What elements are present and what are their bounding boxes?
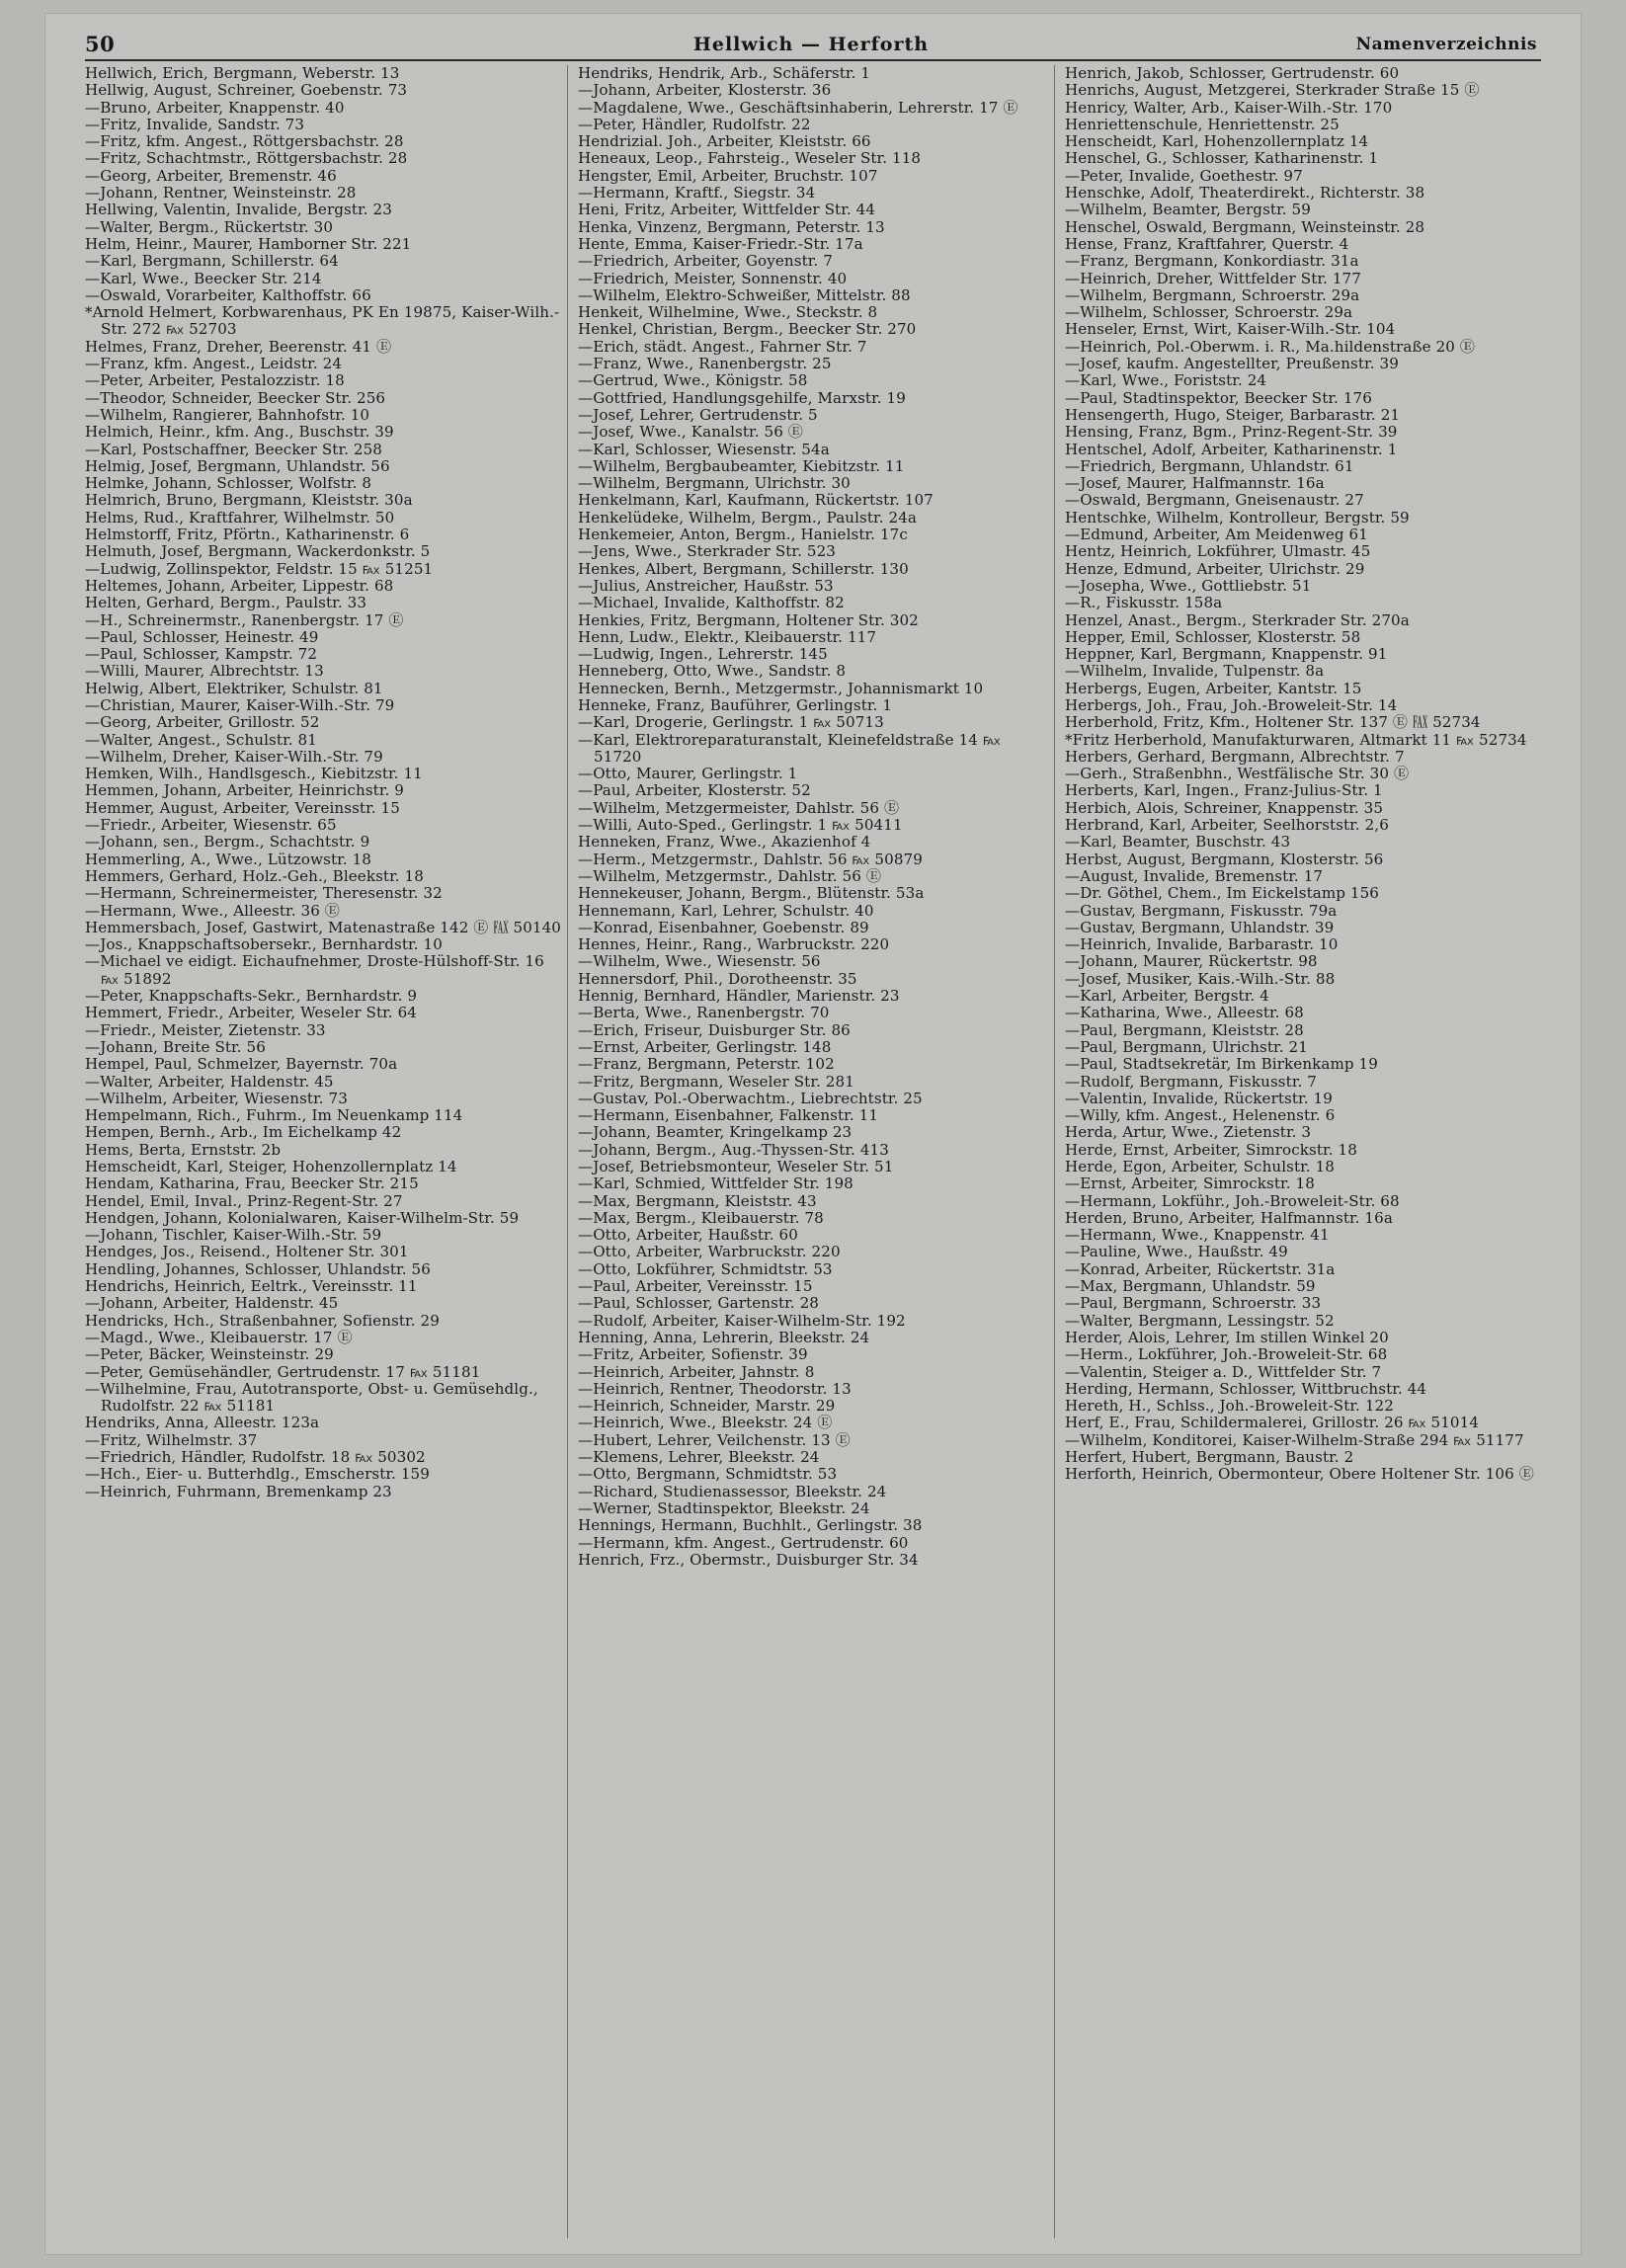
directory-entry: —Josef, Wwe., Kanalstr. 56 Ⓔ bbox=[578, 423, 803, 442]
directory-entry: Hemscheidt, Karl, Steiger, Hohenzollernplatz 14 bbox=[85, 1158, 457, 1175]
directory-entry: —Hermann, Eisenbahner, Falkenstr. 11 bbox=[578, 1106, 879, 1125]
directory-entry: —Heinrich, Dreher, Wittfelder Str. 177 bbox=[1065, 269, 1361, 287]
directory-entry: —Oswald, Vorarbeiter, Kalthoffstr. 66 bbox=[85, 285, 371, 304]
directory-entry: —Paul, Bergmann, Kleiststr. 28 bbox=[1065, 1020, 1304, 1039]
directory-entry: —Edmund, Arbeiter, Am Meidenweg 61 bbox=[1065, 526, 1368, 544]
directory-entry: —Hermann, kfm. Angest., Gertrudenstr. 60 bbox=[578, 1533, 909, 1552]
directory-entry: —Katharina, Wwe., Alleestr. 68 bbox=[1065, 1004, 1304, 1022]
directory-entry: —Heinrich, Fuhrmann, Bremenkamp 23 bbox=[85, 1482, 392, 1500]
directory-entry: —Ernst, Arbeiter, Gerlingstr. 148 bbox=[578, 1037, 832, 1056]
directory-entry: —Fritz, Arbeiter, Sofienstr. 39 bbox=[578, 1345, 808, 1364]
directory-entry: —Fritz, Wilhelmstr. 37 bbox=[85, 1430, 258, 1449]
directory-entry: Heltemes, Johann, Arbeiter, Lippestr. 68 bbox=[85, 576, 394, 595]
column-3 bbox=[1054, 65, 1541, 2238]
directory-entry: —Willi, Maurer, Albrechtstr. 13 bbox=[85, 662, 324, 681]
directory-entry: Hendgen, Johann, Kolonialwaren, Kaiser-Wilhelm-Str. 59 bbox=[85, 1208, 520, 1227]
directory-entry: *Arnold Helmert, Korbwarenhaus, PK En 19875, Kaiser-Wilh.-Str. 272 ℻ 52703 bbox=[85, 303, 560, 339]
directory-entry: Henn, Ludw., Elektr., Kleibauerstr. 117 bbox=[578, 627, 877, 646]
directory-entry: —Friedr., Arbeiter, Wiesenstr. 65 bbox=[85, 816, 337, 835]
column-2 bbox=[567, 65, 1054, 2238]
directory-entry: —Johann, Arbeiter, Haldenstr. 45 bbox=[85, 1294, 339, 1313]
directory-entry: —Fritz, kfm. Angest., Röttgersbachstr. 28 bbox=[85, 132, 404, 151]
directory-entry: —Karl, Elektroreparaturanstalt, Kleinefeldstraße 14 ℻ 51720 bbox=[578, 730, 1006, 766]
directory-entry: —Karl, Arbeiter, Bergstr. 4 bbox=[1065, 987, 1269, 1006]
directory-entry: Hendrichs, Heinrich, Eeltrk., Vereinsstr. 11 bbox=[85, 1277, 418, 1296]
directory-entry: Hepper, Emil, Schlosser, Klosterstr. 58 bbox=[1065, 627, 1361, 646]
directory-entry: Hense, Franz, Kraftfahrer, Querstr. 4 bbox=[1065, 234, 1349, 253]
directory-entry: Herbergs, Eugen, Arbeiter, Kantstr. 15 bbox=[1065, 679, 1362, 697]
directory-entry: —Franz, Wwe., Ranenbergstr. 25 bbox=[578, 355, 832, 373]
directory-entry: —Otto, Bergmann, Schmidtstr. 53 bbox=[578, 1465, 838, 1484]
directory-entry: —Friedrich, Meister, Sonnenstr. 40 bbox=[578, 269, 848, 287]
directory-entry: —Otto, Arbeiter, Warbruckstr. 220 bbox=[578, 1243, 841, 1261]
directory-entry: —Fritz, Invalide, Sandstr. 73 bbox=[85, 115, 305, 133]
directory-entry: —Ludwig, Zollinspektor, Feldstr. 15 ℻ 51251 bbox=[85, 559, 434, 578]
directory-entry: Henkies, Fritz, Bergmann, Holtener Str. 302 bbox=[578, 610, 919, 629]
directory-entry: —Paul, Bergmann, Schroerstr. 33 bbox=[1065, 1294, 1322, 1313]
directory-entry: Henze, Edmund, Arbeiter, Ulrichstr. 29 bbox=[1065, 559, 1365, 578]
directory-entry: Hellwich, Erich, Bergmann, Weberstr. 13 bbox=[85, 64, 400, 82]
directory-entry: Helm, Heinr., Maurer, Hamborner Str. 221 bbox=[85, 234, 412, 253]
directory-entry: —Hermann, Wwe., Alleestr. 36 Ⓔ bbox=[85, 901, 340, 920]
directory-entry: —Willy, kfm. Angest., Helenenstr. 6 bbox=[1065, 1106, 1336, 1125]
directory-entry: —Wilhelm, Konditorei, Kaiser-Wilhelm-Straße 294 ℻ 51177 bbox=[1065, 1430, 1524, 1449]
directory-entry: Helmich, Heinr., kfm. Ang., Buschstr. 39 bbox=[85, 423, 394, 442]
directory-entry: —Gustav, Bergmann, Uhlandstr. 39 bbox=[1065, 918, 1335, 936]
directory-entry: —Otto, Arbeiter, Haußstr. 60 bbox=[578, 1226, 798, 1245]
directory-entry: Hengster, Emil, Arbeiter, Bruchstr. 107 bbox=[578, 166, 878, 185]
directory-entry: —Wilhelm, Beamter, Bergstr. 59 bbox=[1065, 201, 1311, 219]
directory-entry: Helmuth, Josef, Bergmann, Wackerdonkstr. 5 bbox=[85, 542, 431, 561]
directory-entry: —Wilhelm, Bergmann, Schroerstr. 29a bbox=[1065, 285, 1360, 304]
directory-entry: —Oswald, Bergmann, Gneisenaustr. 27 bbox=[1065, 491, 1364, 510]
directory-entry: Hennecken, Bernh., Metzgermstr., Johannismarkt 10 bbox=[578, 679, 984, 697]
directory-entry: —Peter, Händler, Rudolfstr. 22 bbox=[578, 115, 811, 133]
directory-entry: —Karl, Wwe., Beecker Str. 214 bbox=[85, 269, 322, 287]
directory-entry: —Fritz, Schachtmstr., Röttgersbachstr. 28 bbox=[85, 149, 408, 168]
directory-entry: Hennekeuser, Johann, Bergm., Blütenstr. 53a bbox=[578, 884, 925, 903]
directory-entry: Hennings, Hermann, Buchhlt., Gerlingstr. 38 bbox=[578, 1516, 923, 1535]
directory-entry: —Johann, Beamter, Kringelkamp 23 bbox=[578, 1123, 853, 1142]
directory-entry: Hems, Berta, Ernststr. 2b bbox=[85, 1140, 282, 1159]
directory-entry: Henschel, Oswald, Bergmann, Weinsteinstr. 28 bbox=[1065, 217, 1425, 236]
directory-entry: Helmke, Johann, Schlosser, Wolfstr. 8 bbox=[85, 474, 372, 493]
directory-entry: —H., Schreinermstr., Ranenbergstr. 17 Ⓔ bbox=[85, 610, 404, 629]
directory-entry: Hendriks, Anna, Alleestr. 123a bbox=[85, 1414, 320, 1432]
directory-entry: Hendam, Katharina, Frau, Beecker Str. 215 bbox=[85, 1174, 419, 1193]
directory-entry: —Johann, Arbeiter, Klosterstr. 36 bbox=[578, 81, 832, 100]
directory-entry: —Rudolf, Bergmann, Fiskusstr. 7 bbox=[1065, 1072, 1317, 1091]
directory-entry: —Ernst, Arbeiter, Simrockstr. 18 bbox=[1065, 1174, 1315, 1193]
directory-entry: Herberts, Karl, Ingen., Franz-Julius-Str. 1 bbox=[1065, 781, 1383, 800]
directory-entry: —Wilhelm, Metzgermeister, Dahlstr. 56 Ⓔ bbox=[578, 798, 900, 817]
directory-entry: —Hubert, Lehrer, Veilchenstr. 13 Ⓔ bbox=[578, 1430, 851, 1449]
directory-entry: Henkeit, Wilhelmine, Wwe., Steckstr. 8 bbox=[578, 303, 878, 322]
directory-entry: Helmrich, Bruno, Bergmann, Kleiststr. 30a bbox=[85, 491, 413, 510]
page-number: 50 bbox=[85, 32, 116, 56]
directory-entry: Helten, Gerhard, Bergm., Paulstr. 33 bbox=[85, 594, 367, 612]
directory-entry: Herf, E., Frau, Schildermalerei, Grillostr. 26 ℻ 51014 bbox=[1065, 1414, 1480, 1432]
directory-entry: Hemmers, Gerhard, Holz.-Geh., Bleekstr. 18 bbox=[85, 866, 424, 885]
directory-entry: —Paul, Stadtsekretär, Im Birkenkamp 19 bbox=[1065, 1055, 1378, 1074]
directory-entry: —Peter, Knappschafts-Sekr., Bernhardstr. 9 bbox=[85, 987, 418, 1006]
directory-entry: —Michael, Invalide, Kalthoffstr. 82 bbox=[578, 594, 845, 612]
page-header bbox=[85, 32, 1537, 61]
directory-entry: Herden, Bruno, Arbeiter, Halfmannstr. 16a bbox=[1065, 1208, 1393, 1227]
directory-entry: Hentschel, Adolf, Arbeiter, Katharinenstr. 1 bbox=[1065, 440, 1398, 458]
directory-entry: —Heinrich, Arbeiter, Jahnstr. 8 bbox=[578, 1362, 815, 1381]
directory-entry: —Johann, Rentner, Weinsteinstr. 28 bbox=[85, 184, 357, 202]
directory-entry: Herde, Egon, Arbeiter, Schulstr. 18 bbox=[1065, 1158, 1336, 1175]
directory-entry: Hemmen, Johann, Arbeiter, Heinrichstr. 9 bbox=[85, 781, 404, 800]
directory-entry: Helms, Rud., Kraftfahrer, Wilhelmstr. 50 bbox=[85, 508, 395, 526]
directory-entry: —Karl, Beamter, Buschstr. 43 bbox=[1065, 833, 1291, 851]
directory-entry: —Heinrich, Pol.-Oberwm. i. R., Ma.hildenstraße 20 Ⓔ bbox=[1065, 337, 1476, 356]
directory-entry: Henneke, Franz, Bauführer, Gerlingstr. 1 bbox=[578, 695, 893, 714]
directory-entry: —Karl, Postschaffner, Beecker Str. 258 bbox=[85, 440, 383, 458]
directory-entry: —Hch., Eier- u. Butterhdlg., Emscherstr. 159 bbox=[85, 1465, 430, 1484]
directory-entry: Hemmert, Friedr., Arbeiter, Weseler Str. 64 bbox=[85, 1004, 418, 1022]
directory-entry: —Josepha, Wwe., Gottliebstr. 51 bbox=[1065, 576, 1312, 595]
directory-entry: Hente, Emma, Kaiser-Friedr.-Str. 17a bbox=[578, 234, 863, 253]
directory-entry: —Peter, Invalide, Goethestr. 97 bbox=[1065, 166, 1303, 185]
directory-entry: —Max, Bergmann, Uhlandstr. 59 bbox=[1065, 1277, 1316, 1296]
directory-entry: —Ludwig, Ingen., Lehrerstr. 145 bbox=[578, 645, 828, 664]
directory-entry: —Josef, Maurer, Halfmannstr. 16a bbox=[1065, 474, 1325, 493]
directory-entry: Hemmersbach, Josef, Gastwirt, Matenastraße 142 Ⓔ ℻ 50140 bbox=[85, 918, 562, 936]
directory-entry: Hemken, Wilh., Handlsgesch., Kiebitzstr. 11 bbox=[85, 765, 423, 783]
directory-entry: —Christian, Maurer, Kaiser-Wilh.-Str. 79 bbox=[85, 695, 395, 714]
directory-entry: —Friedrich, Bergmann, Uhlandstr. 61 bbox=[1065, 456, 1354, 475]
directory-entry: —Klemens, Lehrer, Bleekstr. 24 bbox=[578, 1448, 820, 1467]
directory-entry: Henkelüdeke, Wilhelm, Bergm., Paulstr. 24a bbox=[578, 508, 918, 526]
running-head-title: Hellwich — Herforth bbox=[692, 34, 930, 55]
directory-entry: Hellwig, August, Schreiner, Goebenstr. 73 bbox=[85, 81, 408, 100]
directory-entry: Henkel, Christian, Bergm., Beecker Str. 270 bbox=[578, 320, 917, 339]
directory-entry: —Johann, Tischler, Kaiser-Wilh.-Str. 59 bbox=[85, 1226, 382, 1245]
directory-entry: —Walter, Bergmann, Lessingstr. 52 bbox=[1065, 1311, 1335, 1330]
directory-entry: Hensing, Franz, Bgm., Prinz-Regent-Str. 39 bbox=[1065, 423, 1398, 442]
directory-entry: Hennemann, Karl, Lehrer, Schulstr. 40 bbox=[578, 901, 874, 920]
directory-entry: —Erich, Friseur, Duisburger Str. 86 bbox=[578, 1020, 851, 1039]
directory-entry: Henschel, G., Schlosser, Katharinenstr. 1 bbox=[1065, 149, 1379, 168]
directory-entry: —Valentin, Invalide, Rückertstr. 19 bbox=[1065, 1089, 1333, 1107]
directory-entry: Hendling, Johannes, Schlosser, Uhlandstr. 56 bbox=[85, 1259, 431, 1278]
directory-entry: —Franz, Bergmann, Konkordiastr. 31a bbox=[1065, 252, 1359, 271]
directory-entry: Helwig, Albert, Elektriker, Schulstr. 81 bbox=[85, 679, 383, 697]
directory-entry: —Magdalene, Wwe., Geschäftsinhaberin, Lehrerstr. 17 Ⓔ bbox=[578, 98, 1018, 117]
directory-entry: —Erich, städt. Angest., Fahrner Str. 7 bbox=[578, 337, 867, 356]
directory-entry: Herde, Ernst, Arbeiter, Simrockstr. 18 bbox=[1065, 1140, 1357, 1159]
directory-entry: Hendrizial. Joh., Arbeiter, Kleiststr. 66 bbox=[578, 132, 871, 151]
directory-entry: Hempel, Paul, Schmelzer, Bayernstr. 70a bbox=[85, 1055, 398, 1074]
directory-entry: —Gertrud, Wwe., Königstr. 58 bbox=[578, 371, 808, 390]
directory-entry: —Karl, Drogerie, Gerlingstr. 1 ℻ 50713 bbox=[578, 713, 884, 732]
directory-entry: —Georg, Arbeiter, Grillostr. 52 bbox=[85, 713, 320, 732]
directory-entry: —Peter, Bäcker, Weinsteinstr. 29 bbox=[85, 1345, 334, 1364]
directory-entry: Hellwing, Valentin, Invalide, Bergstr. 23 bbox=[85, 201, 392, 219]
directory-entry: Henrich, Frz., Obermstr., Duisburger Str. 34 bbox=[578, 1550, 919, 1569]
directory-entry: Helmes, Franz, Dreher, Beerenstr. 41 Ⓔ bbox=[85, 337, 392, 356]
directory-entry: —Paul, Stadtinspektor, Beecker Str. 176 bbox=[1065, 388, 1372, 407]
directory-entry: —Hermann, Wwe., Knappenstr. 41 bbox=[1065, 1226, 1330, 1245]
directory-entry: —Julius, Anstreicher, Haußstr. 53 bbox=[578, 576, 834, 595]
directory-entry: Herfert, Hubert, Bergmann, Baustr. 2 bbox=[1065, 1448, 1354, 1467]
directory-entry: —Peter, Arbeiter, Pestalozzistr. 18 bbox=[85, 371, 345, 390]
directory-entry: —Wilhelm, Arbeiter, Wiesenstr. 73 bbox=[85, 1089, 348, 1107]
directory-entry: Heneaux, Leop., Fahrsteig., Weseler Str. 118 bbox=[578, 149, 922, 168]
directory-entry: Heppner, Karl, Bergmann, Knappenstr. 91 bbox=[1065, 645, 1388, 664]
paper-sheet bbox=[45, 14, 1581, 2254]
directory-entry: —Josef, Betriebsmonteur, Weseler Str. 51 bbox=[578, 1158, 894, 1175]
directory-entry: —Karl, Schlosser, Wiesenstr. 54a bbox=[578, 440, 830, 458]
directory-entry: Hemmerling, A., Wwe., Lützowstr. 18 bbox=[85, 850, 371, 868]
directory-entry: Henkes, Albert, Bergmann, Schillerstr. 130 bbox=[578, 559, 909, 578]
directory-entry: —Heinrich, Schneider, Marstr. 29 bbox=[578, 1397, 836, 1416]
directory-entry: —Paul, Bergmann, Ulrichstr. 21 bbox=[1065, 1037, 1308, 1056]
directory-entry: —Johann, Bergm., Aug.-Thyssen-Str. 413 bbox=[578, 1140, 889, 1159]
directory-entry: —Wilhelmine, Frau, Autotransporte, Obst- u. Gemüsehdlg., Rudolfstr. 22 ℻ 51181 bbox=[85, 1379, 543, 1416]
directory-entry: —Berta, Wwe., Ranenbergstr. 70 bbox=[578, 1004, 830, 1022]
directory-entry: —Hermann, Schreinermeister, Theresenstr. 32 bbox=[85, 884, 443, 903]
directory-entry: Herder, Alois, Lehrer, Im stillen Winkel 20 bbox=[1065, 1328, 1389, 1346]
directory-entry: —Josef, Musiker, Kais.-Wilh.-Str. 88 bbox=[1065, 969, 1336, 988]
directory-entry: —Willi, Auto-Sped., Gerlingstr. 1 ℻ 50411 bbox=[578, 816, 903, 835]
directory-entry: —Paul, Schlosser, Gartenstr. 28 bbox=[578, 1294, 819, 1313]
directory-entry: —Josef, kaufm. Angestellter, Preußenstr. 39 bbox=[1065, 355, 1399, 373]
directory-entry: —Rudolf, Arbeiter, Kaiser-Wilhelm-Str. 192 bbox=[578, 1311, 906, 1330]
directory-entry: Helmstorff, Fritz, Pförtn., Katharinenstr. 6 bbox=[85, 526, 410, 544]
directory-entry: —Max, Bergm., Kleibauerstr. 78 bbox=[578, 1208, 824, 1227]
directory-entry: Hentz, Heinrich, Lokführer, Ulmastr. 45 bbox=[1065, 542, 1371, 561]
section-title: Namenverzeichnis bbox=[1355, 35, 1537, 54]
directory-entry: Hensengerth, Hugo, Steiger, Barbarastr. 21 bbox=[1065, 405, 1401, 424]
directory-entry: —Walter, Angest., Schulstr. 81 bbox=[85, 730, 317, 749]
directory-entry: —Karl, Schmied, Wittfelder Str. 198 bbox=[578, 1174, 854, 1193]
directory-entry: —Valentin, Steiger a. D., Wittfelder Str. 7 bbox=[1065, 1362, 1382, 1381]
directory-entry: —Hermann, Kraftf., Siegstr. 34 bbox=[578, 184, 816, 202]
directory-entry: —Wilhelm, Invalide, Tulpenstr. 8a bbox=[1065, 662, 1325, 681]
directory-entry: —Hermann, Lokführ., Joh.-Broweleit-Str. 68 bbox=[1065, 1191, 1400, 1210]
directory-entry: —Dr. Göthel, Chem., Im Eickelstamp 156 bbox=[1065, 884, 1380, 903]
directory-entry: Herding, Hermann, Schlosser, Wittbruchstr. 44 bbox=[1065, 1379, 1427, 1398]
directory-entry: Hendriks, Hendrik, Arb., Schäferstr. 1 bbox=[578, 64, 871, 82]
directory-entry: Herda, Artur, Wwe., Zietenstr. 3 bbox=[1065, 1123, 1312, 1142]
directory-entry: —Friedrich, Arbeiter, Goyenstr. 7 bbox=[578, 252, 833, 271]
directory-entry: —Jos., Knappschaftsobersekr., Bernhardstr. 10 bbox=[85, 935, 443, 954]
directory-entry: Hereth, H., Schlss., Joh.-Broweleit-Str. 122 bbox=[1065, 1397, 1394, 1416]
directory-entry: —Konrad, Arbeiter, Rückertstr. 31a bbox=[1065, 1259, 1336, 1278]
directory-entry: Herbrand, Karl, Arbeiter, Seelhorststr. 2,6 bbox=[1065, 816, 1389, 835]
directory-entry: Herbst, August, Bergmann, Klosterstr. 56 bbox=[1065, 850, 1384, 868]
directory-entry: —Heinrich, Wwe., Bleekstr. 24 Ⓔ bbox=[578, 1414, 833, 1432]
directory-entry: Henneken, Franz, Wwe., Akazienhof 4 bbox=[578, 833, 871, 851]
directory-entry: Hempen, Bernh., Arb., Im Eichelkamp 42 bbox=[85, 1123, 402, 1142]
directory-entry: —Wilhelm, Elektro-Schweißer, Mittelstr. 88 bbox=[578, 285, 911, 304]
directory-entry: —Johann, Maurer, Rückertstr. 98 bbox=[1065, 952, 1318, 971]
directory-entry: —Wilhelm, Metzgermstr., Dahlstr. 56 Ⓔ bbox=[578, 866, 882, 885]
directory-entry: —Walter, Bergm., Rückertstr. 30 bbox=[85, 217, 334, 236]
directory-entry: Henriettenschule, Henriettenstr. 25 bbox=[1065, 115, 1340, 133]
directory-entry: Henzel, Anast., Bergm., Sterkrader Str. 270a bbox=[1065, 610, 1410, 629]
directory-entry: —R., Fiskusstr. 158a bbox=[1065, 594, 1223, 612]
directory-entry: —Friedr., Meister, Zietenstr. 33 bbox=[85, 1020, 326, 1039]
directory-entry: Henning, Anna, Lehrerin, Bleekstr. 24 bbox=[578, 1328, 870, 1346]
directory-entry: —Wilhelm, Wwe., Wiesenstr. 56 bbox=[578, 952, 821, 971]
directory-entry: Herforth, Heinrich, Obermonteur, Obere Holtener Str. 106 Ⓔ bbox=[1065, 1465, 1534, 1484]
directory-entry: —Gustav, Pol.-Oberwachtm., Liebrechtstr. 25 bbox=[578, 1089, 923, 1107]
directory-entry: —Josef, Lehrer, Gertrudenstr. 5 bbox=[578, 405, 818, 424]
directory-entry: —Otto, Lokführer, Schmidtstr. 53 bbox=[578, 1259, 833, 1278]
directory-entry: —Johann, Breite Str. 56 bbox=[85, 1037, 266, 1056]
directory-entry: —Karl, Bergmann, Schillerstr. 64 bbox=[85, 252, 339, 271]
directory-entry: —Konrad, Eisenbahner, Goebenstr. 89 bbox=[578, 918, 869, 936]
directory-entry: Henricy, Walter, Arb., Kaiser-Wilh.-Str. 170 bbox=[1065, 98, 1393, 117]
directory-entry: Helmig, Josef, Bergmann, Uhlandstr. 56 bbox=[85, 456, 390, 475]
directory-entry: —Herm., Lokführer, Joh.-Broweleit-Str. 68 bbox=[1065, 1345, 1388, 1364]
directory-entry: —August, Invalide, Bremenstr. 17 bbox=[1065, 866, 1324, 885]
directory-entry: Hendges, Jos., Reisend., Holtener Str. 301 bbox=[85, 1243, 409, 1261]
directory-entry: —Jens, Wwe., Sterkrader Str. 523 bbox=[578, 542, 836, 561]
directory-entry: —Wilhelm, Schlosser, Schroerstr. 29a bbox=[1065, 303, 1353, 322]
directory-entry: Hennersdorf, Phil., Dorotheenstr. 35 bbox=[578, 969, 857, 988]
directory-entry: Henseler, Ernst, Wirt, Kaiser-Wilh.-Str. 104 bbox=[1065, 320, 1396, 339]
directory-entry: Hendricks, Hch., Straßenbahner, Sofienstr. 29 bbox=[85, 1311, 440, 1330]
directory-entry: Herberhold, Fritz, Kfm., Holtener Str. 137 Ⓔ ℻ 52734 bbox=[1065, 713, 1481, 732]
directory-entry: —Max, Bergmann, Kleiststr. 43 bbox=[578, 1191, 817, 1210]
directory-entry: —Karl, Wwe., Foriststr. 24 bbox=[1065, 371, 1267, 390]
directory-entry: —Gerh., Straßenbhn., Westfälische Str. 30 Ⓔ bbox=[1065, 765, 1410, 783]
directory-entry: —Heinrich, Invalide, Barbarastr. 10 bbox=[1065, 935, 1339, 954]
directory-entry: —Werner, Stadtinspektor, Bleekstr. 24 bbox=[578, 1498, 870, 1517]
directory-entry: —Georg, Arbeiter, Bremenstr. 46 bbox=[85, 166, 337, 185]
directory-entry: —Wilhelm, Dreher, Kaiser-Wilh.-Str. 79 bbox=[85, 747, 383, 766]
directory-columns bbox=[85, 65, 1541, 2238]
directory-entry: —Johann, sen., Bergm., Schachtstr. 9 bbox=[85, 833, 370, 851]
directory-entry: —Wilhelm, Rangierer, Bahnhofstr. 10 bbox=[85, 405, 370, 424]
directory-entry: —Pauline, Wwe., Haußstr. 49 bbox=[1065, 1243, 1288, 1261]
directory-entry: —Paul, Arbeiter, Klosterstr. 52 bbox=[578, 781, 811, 800]
directory-entry: Henkemeier, Anton, Bergm., Hanielstr. 17c bbox=[578, 526, 908, 544]
directory-entry: —Walter, Arbeiter, Haldenstr. 45 bbox=[85, 1072, 334, 1091]
directory-entry: —Heinrich, Rentner, Theodorstr. 13 bbox=[578, 1379, 852, 1398]
directory-entry: Hennes, Heinr., Rang., Warbruckstr. 220 bbox=[578, 935, 890, 954]
directory-entry: *Fritz Herberhold, Manufakturwaren, Altmarkt 11 ℻ 52734 bbox=[1065, 730, 1527, 749]
directory-entry: Henka, Vinzenz, Bergmann, Peterstr. 13 bbox=[578, 217, 885, 236]
directory-entry: Henneberg, Otto, Wwe., Sandstr. 8 bbox=[578, 662, 847, 681]
directory-entry: —Wilhelm, Bergbaubeamter, Kiebitzstr. 11 bbox=[578, 456, 905, 475]
directory-entry: —Theodor, Schneider, Beecker Str. 256 bbox=[85, 388, 386, 407]
directory-entry: —Friedrich, Händler, Rudolfstr. 18 ℻ 50302 bbox=[85, 1448, 426, 1467]
directory-entry: —Paul, Schlosser, Kampstr. 72 bbox=[85, 645, 318, 664]
directory-entry: —Michael ve eidigt. Eichaufnehmer, Droste-Hülshoff-Str. 16 ℻ 51892 bbox=[85, 952, 549, 988]
directory-entry: —Bruno, Arbeiter, Knappenstr. 40 bbox=[85, 98, 345, 117]
directory-entry: —Paul, Schlosser, Heinestr. 49 bbox=[85, 627, 319, 646]
directory-entry: Henkelmann, Karl, Kaufmann, Rückertstr. 107 bbox=[578, 491, 934, 510]
directory-entry: Hemmer, August, Arbeiter, Vereinsstr. 15 bbox=[85, 798, 400, 817]
header-rule bbox=[85, 59, 1541, 61]
directory-entry: Herbich, Alois, Schreiner, Knappenstr. 35 bbox=[1065, 798, 1384, 817]
directory-entry: —Paul, Arbeiter, Vereinsstr. 15 bbox=[578, 1277, 813, 1296]
directory-entry: Hempelmann, Rich., Fuhrm., Im Neuenkamp 114 bbox=[85, 1106, 463, 1125]
directory-entry: —Franz, kfm. Angest., Leidstr. 24 bbox=[85, 355, 343, 373]
directory-entry: Henschke, Adolf, Theaterdirekt., Richterstr. 38 bbox=[1065, 184, 1425, 202]
directory-entry: —Richard, Studienassessor, Bleekstr. 24 bbox=[578, 1482, 887, 1500]
directory-entry: Hendel, Emil, Inval., Prinz-Regent-Str. 27 bbox=[85, 1191, 403, 1210]
directory-entry: Herbergs, Joh., Frau, Joh.-Broweleit-Str. 14 bbox=[1065, 695, 1398, 714]
directory-entry: Hentschke, Wilhelm, Kontrolleur, Bergstr. 59 bbox=[1065, 508, 1410, 526]
directory-entry: Henrich, Jakob, Schlosser, Gertrudenstr. 60 bbox=[1065, 64, 1400, 82]
directory-entry: —Fritz, Bergmann, Weseler Str. 281 bbox=[578, 1072, 854, 1091]
directory-entry: —Otto, Maurer, Gerlingstr. 1 bbox=[578, 765, 798, 783]
directory-entry: Hennig, Bernhard, Händler, Marienstr. 23 bbox=[578, 987, 900, 1006]
directory-entry: Heni, Fritz, Arbeiter, Wittfelder Str. 44 bbox=[578, 201, 876, 219]
directory-entry: Henrichs, August, Metzgerei, Sterkrader Straße 15 Ⓔ bbox=[1065, 81, 1480, 100]
directory-entry: —Gustav, Bergmann, Fiskusstr. 79a bbox=[1065, 901, 1338, 920]
directory-entry: —Franz, Bergmann, Peterstr. 102 bbox=[578, 1055, 835, 1074]
directory-entry: —Peter, Gemüsehändler, Gertrudenstr. 17 ℻ 51181 bbox=[85, 1362, 481, 1381]
column-1 bbox=[85, 65, 567, 2238]
directory-entry: —Gottfried, Handlungsgehilfe, Marxstr. 19 bbox=[578, 388, 906, 407]
directory-entry: —Herm., Metzgermstr., Dahlstr. 56 ℻ 50879 bbox=[578, 850, 923, 868]
directory-entry: Herbers, Gerhard, Bergmann, Albrechtstr. 7 bbox=[1065, 747, 1405, 766]
directory-entry: —Wilhelm, Bergmann, Ulrichstr. 30 bbox=[578, 474, 851, 493]
directory-entry: —Magd., Wwe., Kleibauerstr. 17 Ⓔ bbox=[85, 1328, 353, 1346]
directory-entry: Henscheidt, Karl, Hohenzollernplatz 14 bbox=[1065, 132, 1369, 151]
